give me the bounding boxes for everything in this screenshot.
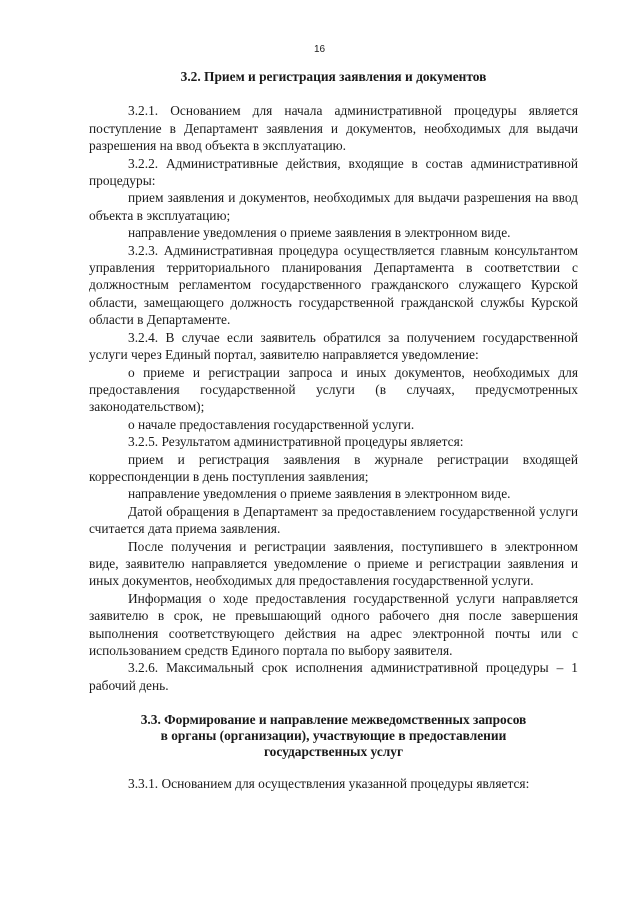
list-item-3-2-2-a: прием заявления и документов, необходимых для выдачи разрешения на ввод объекта в эксплуатацию; bbox=[89, 190, 578, 223]
paragraph-progress-info: Информация о ходе предоставления государственной услуги направляется заявителю в срок, не превышающий одного рабочего дня после завершения выполнения соответствующего действия на адрес электронной почты или с использованием средств Единого портала по выбору заявителя. bbox=[89, 590, 578, 658]
paragraph-3-2-4: 3.2.4. В случае если заявитель обратился за получением государственной услуги через Единый портал, заявителю направляется уведомление: bbox=[89, 329, 578, 363]
list-item-3-2-5-b: направление уведомления о приеме заявления в электронном виде. bbox=[128, 486, 511, 502]
paragraph-electronic-notification: После получения и регистрации заявления, поступившего в электронном виде, заявителю направляется уведомление о приеме и регистрации заявления и иных документов, необходимых для предоставления государственной услуги. bbox=[89, 538, 578, 589]
paragraph-3-2-1: 3.2.1. Основанием для начала административной процедуры является поступление в Департамент заявления и документов, необходимых для выдачи разрешения на ввод объекта в эксплуатацию. bbox=[89, 103, 578, 154]
section-heading-3-3-line-3: государственных услуг bbox=[263, 744, 404, 760]
paragraph-3-2-5: 3.2.5. Результатом административной процедуры является: bbox=[128, 434, 464, 450]
paragraph-3-2-3: 3.2.3. Административная процедура осуществляется главным консультантом управления территориального планирования Департамента в соответствии с должностным регламентом государственного гражданского служащего Курской области, замещающего должность государственной гражданской службы Курской области в Департаменте. bbox=[89, 242, 578, 328]
list-item-3-2-4-b: о начале предоставления государственной услуги. bbox=[128, 416, 415, 432]
document-body bbox=[89, 64, 578, 793]
list-item-3-2-2-b: направление уведомления о приеме заявления в электронном виде. bbox=[128, 225, 511, 241]
list-item-3-2-4-a: о приеме и регистрации запроса и иных документов, необходимых для предоставления государственной услуги (в случаях, предусмотренных законодательством); bbox=[89, 364, 578, 415]
section-heading-3-3-line-1: 3.3. Формирование и направление межведомственных запросов bbox=[140, 712, 527, 728]
section-heading-3-3 bbox=[89, 712, 578, 760]
section-heading-3-2: 3.2. Прием и регистрация заявления и документов bbox=[180, 69, 487, 84]
paragraph-3-2-2: 3.2.2. Административные действия, входящие в состав административной процедуры: bbox=[89, 155, 578, 189]
paragraph-3-2-6: 3.2.6. Максимальный срок исполнения административной процедуры – 1 рабочий день. bbox=[89, 660, 578, 693]
section-heading-3-3-line-2: в органы (организации), участвующие в предоставлении bbox=[160, 728, 507, 744]
list-item-3-2-5-a: прием и регистрация заявления в журнале регистрации входящей корреспонденции в день поступления заявления; bbox=[89, 451, 578, 484]
page-number: 16 bbox=[313, 44, 326, 55]
paragraph-3-3-1: 3.3.1. Основанием для осуществления указанной процедуры является: bbox=[128, 776, 530, 792]
paragraph-application-date: Датой обращения в Департамент за предоставлением государственной услуги считается дата приема заявления. bbox=[89, 503, 578, 537]
